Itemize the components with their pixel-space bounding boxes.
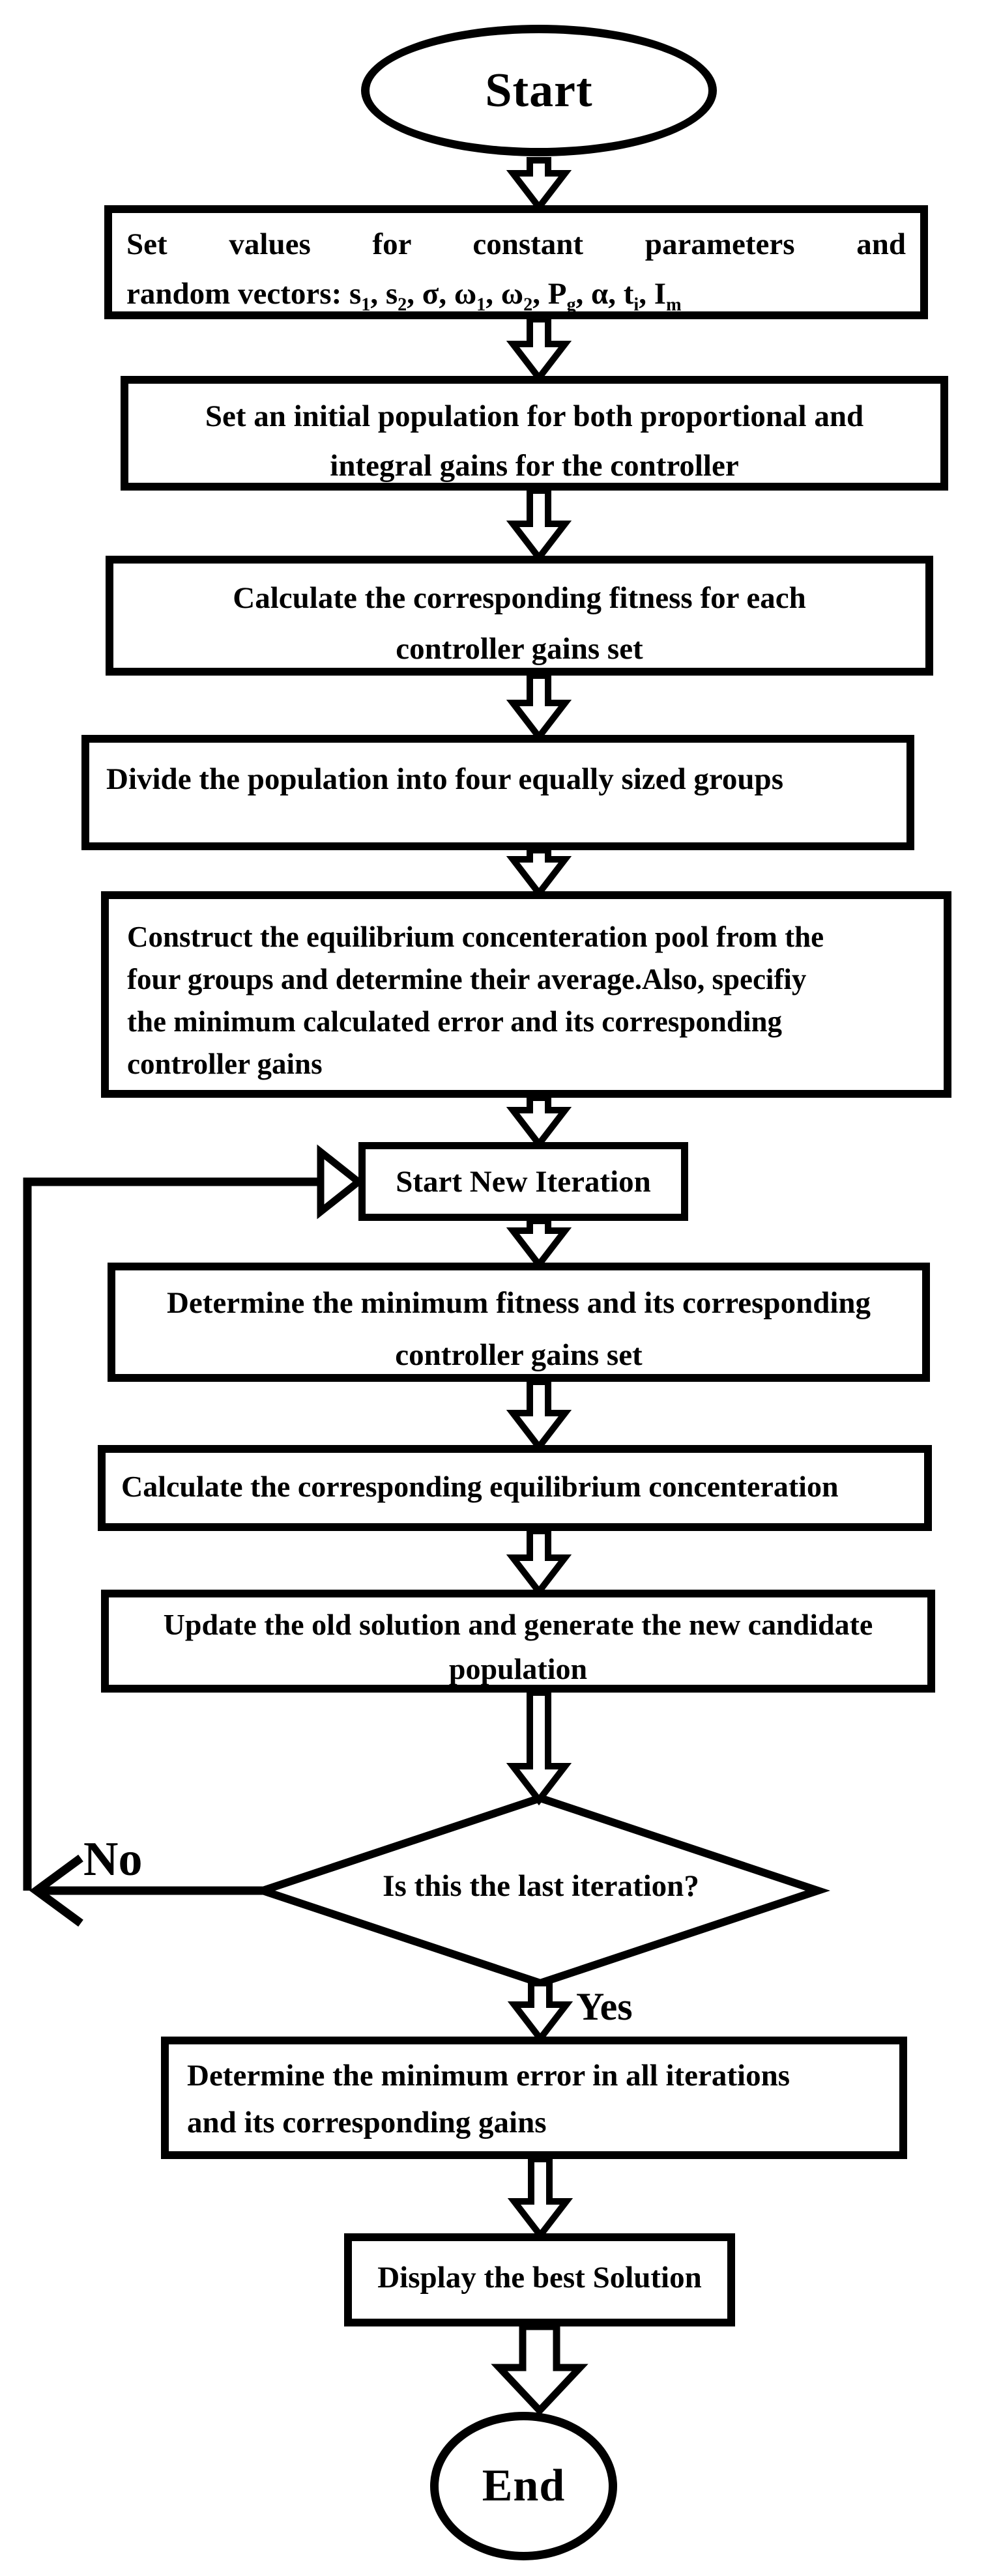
no-branch-label: No bbox=[83, 1833, 143, 1886]
process-update-solution bbox=[101, 1590, 935, 1693]
arrow-to-decision bbox=[513, 1693, 565, 1800]
process-determine-min-error bbox=[161, 2037, 907, 2159]
process-calc-equilibrium bbox=[98, 1445, 932, 1531]
process-divide-population bbox=[81, 735, 914, 850]
process-text-line: Set an initial population for both proportional and bbox=[205, 399, 864, 433]
process-text-line: the minimum calculated error and its corresponding bbox=[127, 1005, 782, 1038]
process-construct-pool bbox=[101, 891, 951, 1098]
process-text-line: controller gains bbox=[127, 1048, 323, 1080]
arrow-start-to-set-parameters bbox=[513, 160, 565, 207]
process-text-line: Display the best Solution bbox=[377, 2261, 702, 2295]
process-text-line: controller gains set bbox=[395, 1338, 643, 1372]
arrow-to-divide-population bbox=[513, 676, 565, 737]
iteration-arrowhead-icon bbox=[321, 1152, 358, 1212]
arrow-to-calc-fitness bbox=[513, 491, 565, 558]
process-text-line: controller gains set bbox=[396, 632, 643, 666]
arrow-to-init-population bbox=[513, 319, 565, 378]
process-text-line: Determine the minimum error in all iterations bbox=[187, 2059, 790, 2093]
process-init-population bbox=[121, 376, 948, 491]
arrow-to-construct-pool bbox=[513, 850, 565, 893]
process-start-new-iteration bbox=[358, 1142, 688, 1221]
process-text-line: and its corresponding gains bbox=[187, 2106, 547, 2140]
end-label: End bbox=[482, 2461, 566, 2511]
process-set-parameters bbox=[104, 205, 928, 319]
decision-label: Is this the last iteration? bbox=[383, 1869, 699, 1903]
process-text-line: Update the old solution and generate the new candidate bbox=[163, 1608, 873, 1641]
process-text-line: Construct the equilibrium concenteration pool from the bbox=[127, 921, 824, 953]
process-text-line: integral gains for the controller bbox=[330, 449, 739, 483]
process-display-best bbox=[344, 2233, 735, 2326]
arrow-to-determine-min-fitness bbox=[513, 1221, 565, 1265]
terminator-end bbox=[430, 2412, 617, 2560]
process-text-line: Set values for constant parameters and bbox=[126, 227, 906, 261]
process-text-line: Determine the minimum fitness and its corresponding bbox=[166, 1286, 871, 1320]
terminator-start bbox=[361, 25, 717, 156]
arrow-to-update-solution bbox=[513, 1531, 565, 1592]
arrow-to-calc-equilibrium bbox=[513, 1382, 565, 1447]
arrow-to-start-new-iteration bbox=[513, 1098, 565, 1144]
arrow-to-end bbox=[499, 2326, 580, 2411]
process-calc-fitness bbox=[106, 556, 933, 676]
process-text-line: population bbox=[448, 1652, 588, 1685]
process-text-line: Divide the population into four equally sized groups bbox=[106, 762, 783, 796]
process-text-line: Calculate the corresponding equilibrium concenteration bbox=[121, 1470, 839, 1503]
arrow-to-display-best bbox=[514, 2159, 566, 2235]
yes-branch-label: Yes bbox=[576, 1985, 633, 2028]
start-label: Start bbox=[485, 63, 593, 117]
process-text-line: four groups and determine their average.Also, specifiy bbox=[127, 963, 807, 995]
process-text-line: Calculate the corresponding fitness for each bbox=[233, 581, 806, 615]
arrow-yes-to-determine-min-error bbox=[514, 1983, 566, 2039]
process-text-line: Start New Iteration bbox=[396, 1164, 651, 1199]
process-text-line: random vectors: $s_1$, $s_2$, σ, $\omega_1$, $\omega_2$, $P_g$, α, $t_i$, $I_m$ bbox=[126, 277, 682, 315]
process-determine-min-fitness bbox=[108, 1263, 930, 1382]
